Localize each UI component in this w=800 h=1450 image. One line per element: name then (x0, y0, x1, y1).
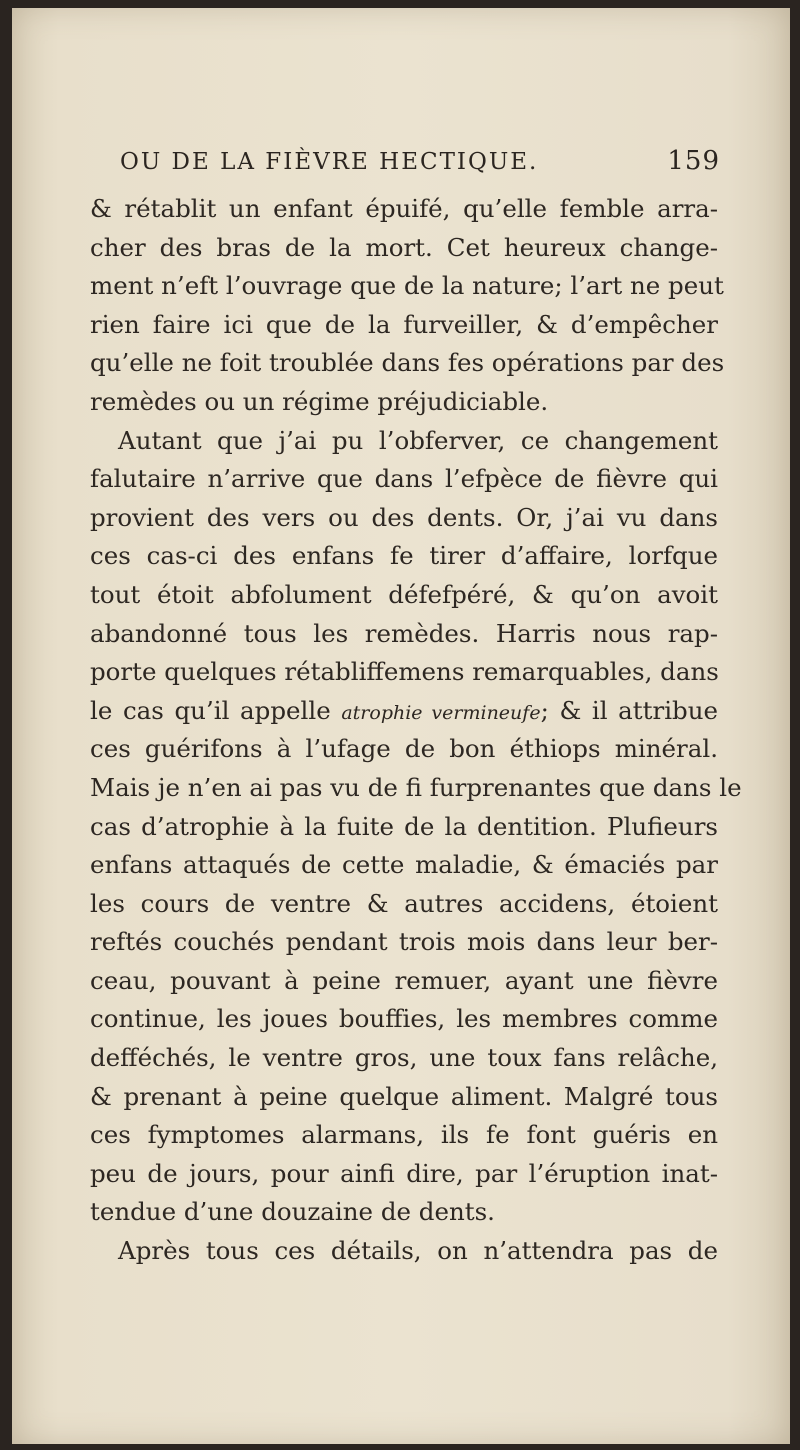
text-line: ces cas-ci des enfans fe tirer d’affaire, lorfque (90, 541, 718, 571)
text-line: ces fymptomes alarmans, ils fe font guéris en (90, 1120, 718, 1150)
text-line: Après tous ces détails, on n’attendra pas de (118, 1236, 718, 1266)
text-segment: le cas qu’il appelle (90, 695, 342, 725)
text-line: Autant que j’ai pu l’obferver, ce changement (118, 425, 718, 455)
text-line: qu’elle ne foit troublée dans fes opérations par des (90, 348, 725, 378)
text-line: provient des vers ou des dents. Or, j’ai vu dans (90, 502, 718, 532)
text-line: reftés couchés pendant trois mois dans leur ber- (90, 927, 718, 957)
body-text (90, 190, 742, 1271)
running-head (120, 146, 720, 176)
running-title: OU DE LA FIÈVRE HECTIQUE. (120, 149, 539, 175)
text-line: remèdes ou un régime préjudiciable. (90, 386, 549, 416)
text-line: tout étoit abfolument défefpéré, & qu’on avoit (90, 579, 718, 609)
text-line: enfans attaqués de cette maladie, & émaciés par (90, 850, 718, 880)
text-line: Mais je n’en ai pas vu de fi furprenantes que dans le (90, 772, 742, 802)
text-line: ces guérifons à l’ufage de bon éthiops minéral. (90, 734, 718, 764)
text-segment: ; & il attribue (540, 695, 718, 725)
text-line: defféchés, le ventre gros, une toux fans relâche, (90, 1043, 718, 1073)
text-line: & rétablit un enfant épuifé, qu’elle femble arra- (90, 194, 718, 223)
text-line: les cours de ventre & autres accidens, étoient (90, 888, 718, 918)
text-line: tendue d’une douzaine de dents. (90, 1197, 495, 1227)
text-line: cas d’atrophie à la fuite de la dentition. Plufieurs (90, 811, 718, 841)
text-line: falutaire n’arrive que dans l’efpèce de fièvre qui (90, 464, 718, 494)
text-line: rien faire ici que de la furveiller, & d’empêcher (90, 309, 718, 339)
italic-term: atrophie vermineufe (341, 701, 541, 724)
text-line: ment n’eft l’ouvrage que de la nature; l’art ne peut (90, 271, 724, 301)
text-line: & prenant à peine quelque aliment. Malgré tous (90, 1081, 718, 1111)
text-line: continue, les joues bouffies, les membres comme (90, 1004, 718, 1034)
text-line: cher des bras de la mort. Cet heureux change- (90, 232, 718, 262)
book-page (12, 8, 790, 1444)
text-line: peu de jours, pour ainfi dire, par l’éruption inat- (90, 1158, 718, 1188)
text-line: porte quelques rétabliffemens remarquables, dans (90, 657, 719, 687)
text-line: ceau, pouvant à peine remuer, ayant une fièvre (90, 965, 718, 995)
page-number: 159 (667, 146, 720, 176)
text-line (90, 692, 718, 731)
text-line: abandonné tous les remèdes. Harris nous rap- (90, 618, 718, 648)
